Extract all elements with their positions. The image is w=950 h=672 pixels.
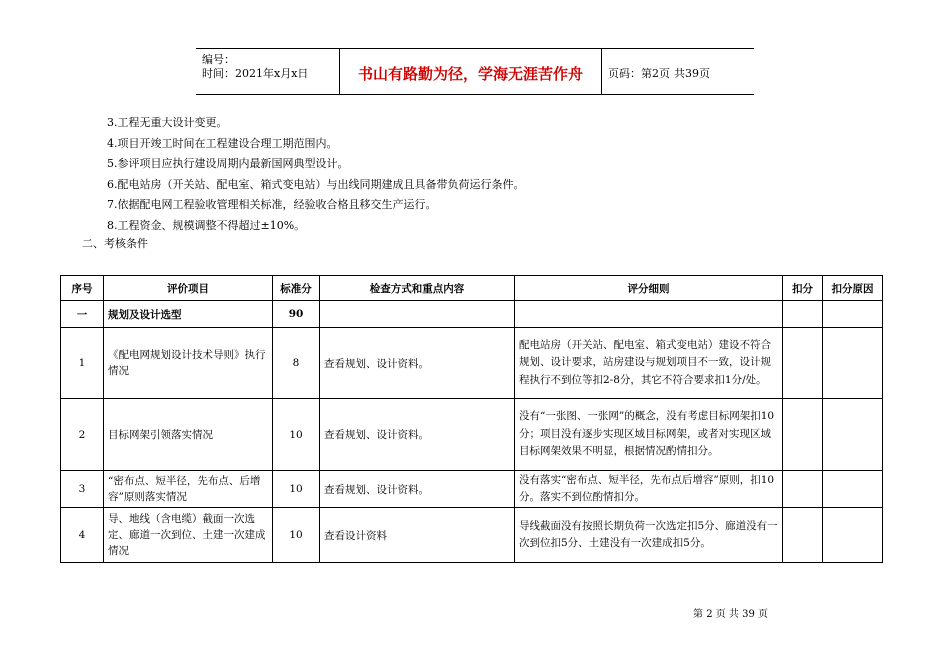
header-page-total: 共39页 <box>674 67 710 80</box>
cell-reason <box>823 328 883 399</box>
cell-detail <box>515 301 783 328</box>
section-title: 二、考核条件 <box>82 237 148 250</box>
cell-score: 8 <box>273 328 320 399</box>
cell-reason <box>823 301 883 328</box>
cell-deduction <box>783 508 823 563</box>
cell-score: 10 <box>273 471 320 508</box>
list-item: 4.项目开竣工时间在工程建设合理工期范围内。 <box>107 136 338 150</box>
cell-deduction <box>783 301 823 328</box>
list-item: 7.依据配电网工程验收管理相关标准，经验收合格且移交生产运行。 <box>107 198 437 211</box>
cell-method: 查看规划、设计资料。 <box>320 328 515 399</box>
cell-no: 一 <box>61 301 104 328</box>
table-row <box>61 328 883 399</box>
page-header <box>196 48 754 95</box>
col-header-deduction: 扣分 <box>783 276 823 301</box>
cell-method: 查看规划、设计资料。 <box>320 471 515 508</box>
header-meta <box>196 49 340 94</box>
cell-no: 4 <box>61 508 104 563</box>
list-item: 6.配电站房（开关站、配电室、箱式变电站）与出线同期建成且具备带负荷运行条件。 <box>107 177 525 191</box>
list-item: 8.工程资金、规模调整不得超过±10%。 <box>107 218 306 232</box>
cell-item: “密布点、短半径，先布点、后增容”原则落实情况 <box>104 471 273 508</box>
col-header-no: 序号 <box>61 276 104 301</box>
cell-score: 10 <box>273 508 320 563</box>
cell-score: 90 <box>273 301 320 328</box>
condition-list <box>107 113 525 236</box>
cell-reason <box>823 471 883 508</box>
cell-score: 10 <box>273 399 320 471</box>
table-row <box>61 508 883 563</box>
cell-detail: 没有“一张图、一张网”的概念，没有考虑目标网架扣10分；项目没有逐步实现区域目标网架，或者对实现区域目标网架效果不明显，根据情况酌情扣分。 <box>515 399 783 471</box>
col-header-score: 标准分 <box>273 276 320 301</box>
list-item: 5.参评项目应执行建设周期内最新国网典型设计。 <box>107 157 349 170</box>
cell-detail: 没有落实“密布点、短半径，先布点后增容”原则，扣10分。落实不到位酌情扣分。 <box>515 471 783 508</box>
list-item: 3.工程无重大设计变更。 <box>107 116 228 129</box>
col-header-detail: 评分细则 <box>515 276 783 301</box>
cell-deduction <box>783 471 823 508</box>
table-header-row <box>61 276 883 301</box>
cell-reason <box>823 399 883 471</box>
cell-deduction <box>783 399 823 471</box>
cell-no: 3 <box>61 471 104 508</box>
header-page-number: 页码：第2页 <box>608 67 670 80</box>
cell-method: 查看规划、设计资料。 <box>320 399 515 471</box>
page-footer: 第 2 页 共 39 页 <box>693 609 768 620</box>
cell-reason <box>823 508 883 563</box>
assessment-table <box>60 275 883 563</box>
cell-no: 2 <box>61 399 104 471</box>
col-header-method: 检查方式和重点内容 <box>320 276 515 301</box>
header-number: 编号： <box>202 53 235 66</box>
table-row <box>61 399 883 471</box>
table-row <box>61 471 883 508</box>
cell-item: 目标网架引领落实情况 <box>104 399 273 471</box>
cell-item: 《配电网规划设计技术导则》执行情况 <box>104 328 273 399</box>
cell-item: 导、地线（含电缆）截面一次选定、廊道一次到位、土建一次建成情况 <box>104 508 273 563</box>
col-header-item: 评价项目 <box>104 276 273 301</box>
cell-item: 规划及设计选型 <box>104 301 273 328</box>
header-motto: 书山有路勤为径，学海无涯苦作舟 <box>340 49 602 94</box>
cell-method: 查看设计资料 <box>320 508 515 563</box>
col-header-reason: 扣分原因 <box>823 276 883 301</box>
table-section-row <box>61 301 883 328</box>
header-time: 时间：2021年x月x日 <box>202 67 309 80</box>
cell-detail: 配电站房（开关站、配电室、箱式变电站）建设不符合规划、设计要求，站房建设与规划项目不一致，设计规程执行不到位等扣2-8分，其它不符合要求扣1分/处。 <box>515 328 783 399</box>
cell-deduction <box>783 328 823 399</box>
cell-method <box>320 301 515 328</box>
header-page <box>602 49 754 94</box>
cell-detail: 导线截面没有按照长期负荷一次选定扣5分、廊道没有一次到位扣5分、土建没有一次建成扣5分。 <box>515 508 783 563</box>
cell-no: 1 <box>61 328 104 399</box>
